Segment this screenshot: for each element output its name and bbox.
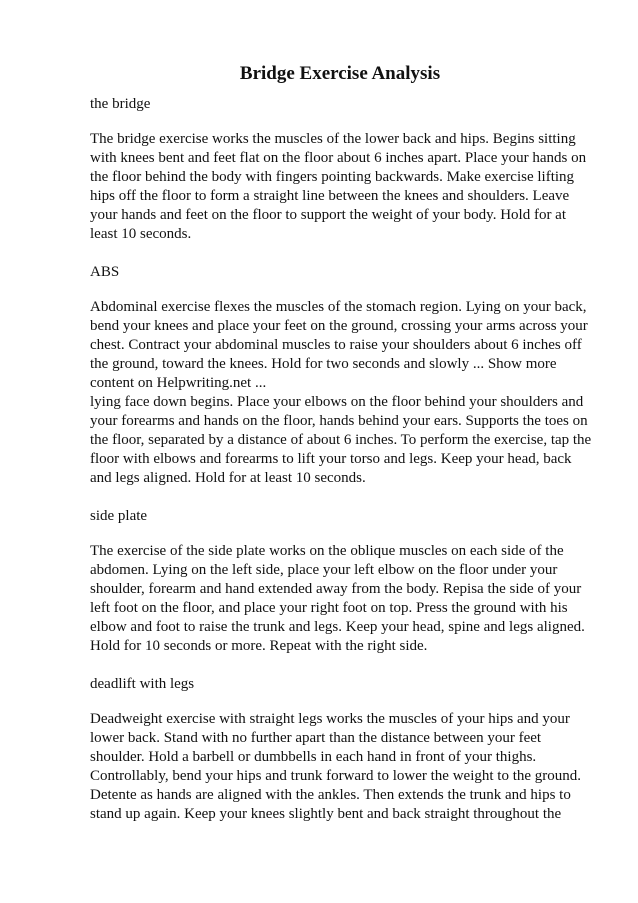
- section-heading-bridge: the bridge: [90, 96, 151, 112]
- section-heading-abs: ABS: [90, 264, 120, 280]
- document-title: Bridge Exercise Analysis: [239, 63, 441, 84]
- section-paragraph-abs-continued: lying face down begins. Place your elbows on the floor behind your shoulders and your forearms and hands on the floor, hands behind your ears. Supports the toes on the floor, separated by a distance of about 6 inches. To perform the exercise, tap the floor with elbows and forearms to lift your torso and legs. Keep your head, back and legs aligned. Hold for at least 10 seconds.: [90, 394, 592, 486]
- section-heading-side-plate: side plate: [90, 508, 148, 524]
- section-paragraph-bridge: The bridge exercise works the muscles of the lower back and hips. Begins sitting with knees bent and feet flat on the floor about 6 inches apart. Place your hands on the floor behind the body with fingers pointing backwards. Make exercise lifting hips off the floor to form a straight line between the knees and shoulders. Leave your hands and feet on the floor to support the weight of your body. Hold for at least 10 seconds.: [90, 131, 587, 242]
- section-paragraph-side-plate: The exercise of the side plate works on the oblique muscles on each side of the abdomen. Lying on the left side, place your left elbow on the floor under your shoulder, forearm and hand extended away from the body. Repisa the side of your left foot on the floor, and place your right foot on top. Press the ground with his elbow and foot to raise the trunk and legs. Keep your head, spine and legs aligned. Hold for 10 seconds or more. Repeat with the right side.: [90, 543, 585, 654]
- section-paragraph-deadlift: Deadweight exercise with straight legs works the muscles of your hips and your lower back. Stand with no further apart than the distance between your feet shoulder. Hold a barbell or dumbbells in each hand in front of your thighs. Controllably, bend your hips and trunk forward to lower the weight to the ground. Detente as hands are aligned with the ankles. Then extends the trunk and hips to stand up again. Keep your knees slightly bent and back straight throughout the: [90, 711, 582, 822]
- section-heading-deadlift: deadlift with legs: [90, 676, 195, 692]
- section-paragraph-abs: Abdominal exercise flexes the muscles of the stomach region. Lying on your back, bend your knees and place your feet on the ground, crossing your arms across your chest. Contract your abdominal muscles to raise your shoulders about 6 inches off the ground, toward the knees. Hold for two seconds and slowly ... Show more content on Helpwriting.net ...: [90, 299, 588, 391]
